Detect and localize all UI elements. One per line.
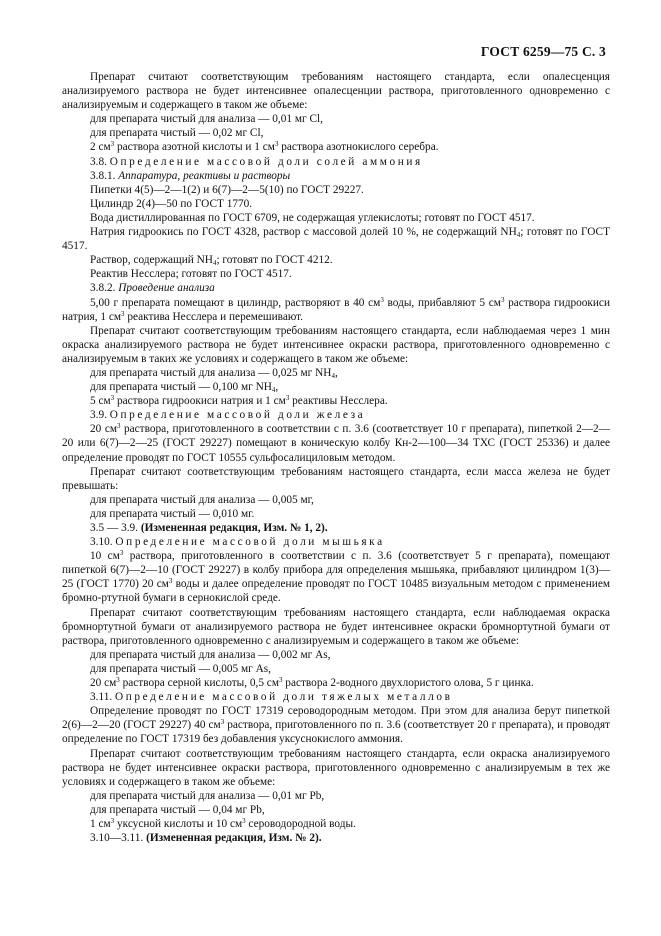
page-header: ГОСТ 6259—75 С. 3 <box>480 44 606 59</box>
superscript: 3 <box>110 394 115 403</box>
paragraph <box>62 422 610 464</box>
superscript: 3 <box>110 816 115 825</box>
superscript: 3 <box>278 676 283 685</box>
text: раствора гидроокиси натрия и 1 см <box>114 395 286 408</box>
paragraph: Препарат считают соответствующим требованиям настоящего стандарта, если наблюдаемая через 1 мин окраска анализируемого раствора не будет интенсивнее окраски раствора, приготовленного одновременно с анализируемым в таких же условиях и содержащего в таком же объеме: <box>62 324 610 365</box>
section-number: 3.8. <box>90 155 110 168</box>
superscript: 3 <box>116 676 120 685</box>
text: Препарат считают соответствующим требованиям настоящего стандарта, если опалесценция анализируемого раствора не будет интенсивнее опалесценции раствора, приготовленного одновременно с анализируемым и содержащего в таком же объеме: <box>62 71 610 112</box>
text: Определение проводят по ГОСТ 17319 сероводородным методом. При этом для анализа берут пипеткой 2(6)—2—20 (ГОСТ 29227) 40 см <box>62 705 610 732</box>
section-title: Определение массовой доли железа <box>109 409 366 422</box>
amendment-text: (Измененная редакция, Изм. № 1, 2). <box>140 522 328 534</box>
list-line: для препарата чистый — 0,04 мг Pb, <box>90 803 265 816</box>
text: для препарата чистый для анализа — 0,025 мг NH <box>90 366 332 379</box>
superscript: 3 <box>116 422 121 431</box>
superscript: 3 <box>220 718 225 727</box>
text: раствора, приготовленного в соответствии с п. 3.6 (соответствует 5 г препарата), помещают пипеткой 6(7)—2—10 (ГОСТ 29227) в колбу прибора для определения мышьяка, прибавляют цилиндром 1(3)—25 (ГОСТ 1770) 20 см <box>62 550 610 591</box>
superscript: 3 <box>119 549 124 558</box>
paragraph: Препарат считают соответствующим требованиям настоящего стандарта, если наблюдаемая окраска бромнортутной бумаги от анализируемого раствора не будет интенсивнее окраски бромнортутной бумаги от раствора, приготовленного одновременно с анализируемым и содержащего в таком же объеме: <box>62 606 610 647</box>
paragraph: Препарат считают соответствующим требованиям настоящего стандарта, если окраска анализируемого раствора не будет интенсивнее окраски раствора, приготовленного одновременно с анализируемым в тех же условиях и содержащего в таком же объеме: <box>62 747 610 788</box>
section-title: Определение массовой доли мышьяка <box>115 536 385 549</box>
section-number: 3.10. <box>90 536 116 549</box>
list-line: для препарата чистый для анализа — 0,005 мг, <box>90 493 314 506</box>
list-line: для препарата чистый для анализа — 0,01 мг Pb, <box>90 789 325 802</box>
section-heading-3-8-2 <box>62 281 610 295</box>
section-number: 3.5 — 3.9. <box>90 522 141 534</box>
subscript: 4 <box>212 259 217 268</box>
subscript: 4 <box>271 386 276 395</box>
text: 20 см <box>90 423 117 436</box>
text: раствора, приготовленного в соответствии с п. 3.6 (соответствует 10 г препарата), пипеткой 2—2—20 или 6(7)—2—25 (ГОСТ 29227) помещают в коническую колбу Кн-2—100—34 ТХС (ГОСТ 25336) и далее определение проводят по ГОСТ 10555 сульфосалициловым методом. <box>62 423 610 464</box>
text: раствора гидроокиси натрия, 1 см <box>62 296 610 323</box>
list-line: для препарата чистый — 0,02 мг Cl, <box>90 127 264 140</box>
subscript: 4 <box>331 371 335 380</box>
list-line <box>62 817 610 831</box>
superscript: 3 <box>121 309 125 318</box>
text: 2 см <box>90 141 111 154</box>
list-line: Цилиндр 2(4)—50 по ГОСТ 1770. <box>90 197 253 210</box>
text: воды и далее определение проводят по ГОСТ 10485 визуальным методом с применением бромно-ртутной бумаги в сернокислой среде. <box>62 578 611 605</box>
text: сероводородной воды. <box>245 817 356 830</box>
section-title: Определение массовой доли солей аммония <box>109 155 423 168</box>
paragraph: Препарат считают соответствующим требованиям настоящего стандарта, если масса железа не будет превышать: <box>62 465 610 492</box>
text: раствора, приготовленного по п. 3.6 (соответствует 20 г препарата), и проводят определение по ГОСТ 17319 без добавления уксуснокислого аммония. <box>62 719 610 746</box>
text: реактива Несслера и перемешивают. <box>124 310 304 323</box>
section-number: 3.8.2. <box>90 282 119 295</box>
text: для препарата чистый — 0,100 мг NH <box>90 381 272 394</box>
list-line <box>62 366 610 380</box>
text: 1 см <box>90 817 111 830</box>
section-heading-3-11 <box>62 690 610 704</box>
section-number: 3.8.1. <box>90 169 119 182</box>
subscript: 4 <box>516 231 521 240</box>
text: Натрия гидроокись по ГОСТ 4328, раствор с массовой долей 10 %, не содержащий NH <box>90 226 517 239</box>
amendment-text: (Измененная редакция, Изм. № 2). <box>146 832 322 845</box>
list-line: для препарата чистый для анализа — 0,01 мг Cl, <box>90 113 323 126</box>
paragraph <box>62 296 610 324</box>
section-title: Определение массовой доли тяжелых металлов <box>115 691 453 704</box>
amendment-note <box>62 831 610 845</box>
list-line: для препарата чистый для анализа — 0,002 мг As, <box>90 648 331 661</box>
superscript: 3 <box>285 394 290 403</box>
text: реактивы Несслера. <box>289 395 388 408</box>
list-line: для препарата чистый — 0,005 мг As, <box>90 662 271 675</box>
text: 5,00 г препарата помещают в цилиндр, растворяют в 40 см <box>90 296 381 309</box>
paragraph <box>62 704 610 746</box>
superscript: 3 <box>380 295 384 304</box>
text: , <box>334 366 338 379</box>
list-line <box>62 394 610 408</box>
text: раствора азотнокислого серебра. <box>278 141 439 154</box>
section-heading-3-8-1 <box>62 169 610 183</box>
text: ; готовят по ГОСТ 4517. <box>62 226 610 253</box>
text: 10 см <box>90 550 120 563</box>
section-heading-3-10 <box>62 535 610 549</box>
superscript: 3 <box>500 295 505 304</box>
section-title: Аппаратура, реактивы и растворы <box>118 169 291 182</box>
section-heading-3-9 <box>62 408 610 422</box>
list-line <box>62 253 610 267</box>
section-title: Проведение анализа <box>118 282 215 295</box>
superscript: 3 <box>242 816 246 825</box>
list-line <box>62 140 610 154</box>
text: , <box>275 381 279 394</box>
document-body <box>62 70 610 845</box>
list-line: для препарата чистый — 0,010 мг. <box>90 507 255 520</box>
text: ; готовят по ГОСТ 4212. <box>216 254 333 267</box>
text: раствора азотной кислоты и 1 см <box>114 141 275 154</box>
text: уксусной кислоты и 10 см <box>114 817 243 830</box>
section-number: 3.9. <box>90 409 110 422</box>
superscript: 3 <box>110 140 115 149</box>
superscript: 3 <box>274 140 279 149</box>
section-number: 3.10—3.11. <box>90 832 147 845</box>
list-line <box>62 676 610 690</box>
text: Раствор, содержащий NH <box>90 254 213 267</box>
text: раствора 2-водного двухлористого олова, 5 г цинка. <box>282 677 534 690</box>
text: 20 см <box>90 677 117 690</box>
superscript: 3 <box>168 577 173 586</box>
text: воды, прибавляют 5 см <box>383 296 501 309</box>
list-line <box>62 380 610 394</box>
paragraph <box>62 549 610 605</box>
list-line: Пипетки 4(5)—2—1(2) и 6(7)—2—5(10) по ГОСТ 29227. <box>90 183 364 196</box>
text: раствора серной кислоты, 0,5 см <box>119 677 279 690</box>
list-line: Вода дистиллированная по ГОСТ 6709, не содержащая углекислоты; готовят по ГОСТ 4517. <box>90 211 535 224</box>
section-number: 3.11. <box>90 691 115 704</box>
list-line: Реактив Несслера; готовят по ГОСТ 4517. <box>90 268 292 281</box>
text: 5 см <box>90 395 111 408</box>
paragraph <box>62 70 610 112</box>
section-heading-3-8 <box>62 155 610 169</box>
amendment-note <box>62 521 610 535</box>
list-line <box>62 225 610 253</box>
